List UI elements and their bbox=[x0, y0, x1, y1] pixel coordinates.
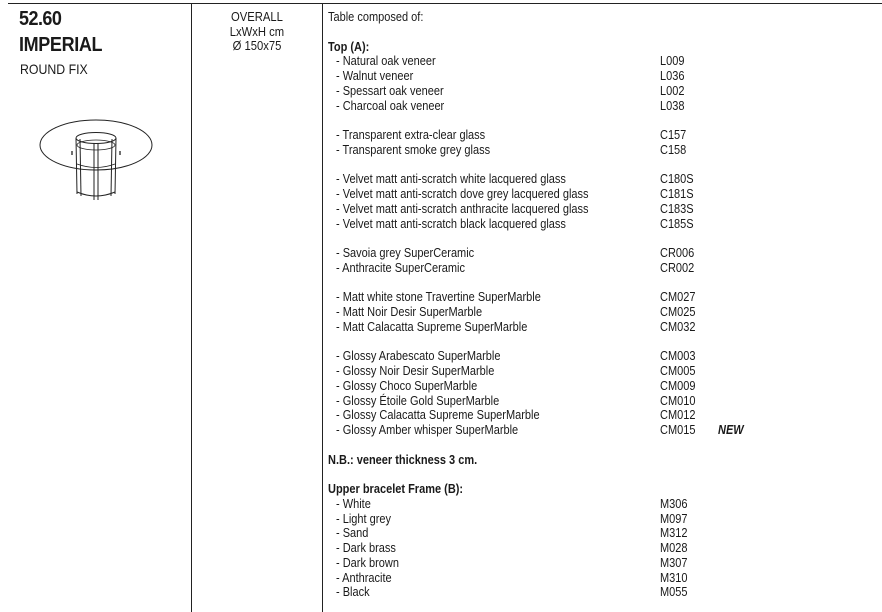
finish-row bbox=[328, 172, 694, 187]
finish-row bbox=[328, 496, 688, 512]
finish-code: CR002 bbox=[660, 260, 695, 275]
finish-row bbox=[328, 142, 687, 158]
finish-label: - Matt Calacatta Supreme SuperMarble bbox=[336, 319, 528, 334]
finish-code: CR006 bbox=[660, 246, 695, 260]
finish-row bbox=[328, 555, 688, 571]
finish-code: L038 bbox=[660, 98, 685, 113]
veneer-note: N.B.: veneer thickness 3 cm. bbox=[328, 452, 478, 467]
finish-code: C181S bbox=[660, 187, 694, 201]
finish-row bbox=[328, 570, 688, 586]
round-table-drawing-icon bbox=[36, 112, 156, 202]
finish-row bbox=[328, 128, 687, 143]
top-heading: Top (A): bbox=[328, 39, 370, 54]
finish-code: CM032 bbox=[660, 319, 696, 334]
finish-label: - Velvet matt anti-scratch black lacquered glass bbox=[336, 216, 566, 231]
finish-row bbox=[328, 393, 696, 409]
finish-label: - Glossy Choco SuperMarble bbox=[336, 378, 478, 393]
finish-code: L036 bbox=[660, 69, 685, 83]
finish-code: C180S bbox=[660, 172, 694, 187]
new-badge: NEW bbox=[718, 423, 744, 437]
finish-row bbox=[328, 585, 688, 600]
product-code: 52.60 bbox=[19, 8, 62, 30]
finish-label: - Sand bbox=[336, 526, 369, 541]
finish-label: - Savoia grey SuperCeramic bbox=[336, 246, 475, 260]
dimensions-value: Ø 150x75 bbox=[232, 39, 282, 54]
finish-label: - Light grey bbox=[336, 511, 392, 526]
finish-row bbox=[328, 246, 695, 261]
finish-row bbox=[328, 83, 685, 99]
product-name: IMPERIAL bbox=[19, 34, 103, 56]
finish-code: M028 bbox=[660, 541, 688, 555]
finish-label: - Walnut veneer bbox=[336, 69, 414, 83]
top-rule bbox=[8, 3, 882, 4]
finish-label: - Charcoal oak veneer bbox=[336, 98, 445, 113]
finish-code: C183S bbox=[660, 201, 694, 216]
finish-code: M312 bbox=[660, 526, 688, 541]
finish-row bbox=[328, 423, 744, 438]
finish-label: - Velvet matt anti-scratch anthracite lacquered glass bbox=[336, 201, 589, 216]
finish-label: - Matt Noir Desir SuperMarble bbox=[336, 305, 483, 319]
finish-row bbox=[328, 201, 694, 217]
column-divider-1 bbox=[191, 3, 192, 612]
finish-code: M055 bbox=[660, 585, 688, 600]
finish-row bbox=[328, 541, 688, 556]
finish-code: L002 bbox=[660, 83, 685, 98]
finish-label: - Velvet matt anti-scratch dove grey lacquered glass bbox=[336, 187, 589, 201]
finish-code: M310 bbox=[660, 570, 688, 585]
finish-label: - Glossy Noir Desir SuperMarble bbox=[336, 364, 495, 378]
spec-intro: Table composed of: bbox=[328, 10, 424, 24]
finish-row bbox=[328, 349, 696, 364]
finish-label: - Glossy Calacatta Supreme SuperMarble bbox=[336, 408, 540, 423]
finish-row bbox=[328, 187, 694, 202]
finish-label: - Dark brass bbox=[336, 541, 396, 555]
product-variant: ROUND FIX bbox=[20, 61, 88, 77]
finish-label: - Glossy Amber whisper SuperMarble bbox=[336, 423, 519, 437]
finish-code: M306 bbox=[660, 496, 688, 511]
finish-code: CM012 bbox=[660, 408, 696, 423]
spec-block bbox=[328, 10, 744, 600]
dimensions-label: OVERALL bbox=[231, 10, 283, 24]
finish-label: - Natural oak veneer bbox=[336, 54, 436, 69]
frame-finish-list bbox=[328, 496, 688, 600]
finish-label: - Velvet matt anti-scratch white lacquered glass bbox=[336, 172, 566, 187]
finish-label: - Matt white stone Travertine SuperMarble bbox=[336, 290, 541, 305]
finish-row bbox=[328, 526, 688, 541]
finish-row bbox=[328, 378, 696, 394]
finish-code: CM025 bbox=[660, 305, 696, 319]
finish-code: L009 bbox=[660, 54, 685, 69]
dimensions-block bbox=[192, 10, 322, 54]
finish-code: CM005 bbox=[660, 364, 696, 378]
finish-label: - Glossy Étoile Gold SuperMarble bbox=[336, 393, 500, 408]
finish-label: - Transparent smoke grey glass bbox=[336, 142, 491, 157]
finish-code: CM010 bbox=[660, 393, 696, 408]
finish-row bbox=[328, 319, 696, 335]
finish-code: CM015 bbox=[660, 423, 696, 437]
finish-code: M307 bbox=[660, 555, 688, 570]
finish-code: C157 bbox=[660, 128, 687, 142]
finish-row bbox=[328, 216, 694, 232]
finish-label: - Anthracite SuperCeramic bbox=[336, 260, 466, 275]
finish-code: C185S bbox=[660, 216, 694, 231]
column-divider-2 bbox=[322, 3, 323, 612]
finish-row bbox=[328, 305, 696, 320]
finish-label: - Glossy Arabescato SuperMarble bbox=[336, 349, 501, 364]
finish-code: M097 bbox=[660, 511, 688, 526]
finish-label: - Black bbox=[336, 585, 370, 600]
finish-label: - Transparent extra-clear glass bbox=[336, 128, 486, 142]
finish-label: - White bbox=[336, 496, 371, 511]
finish-row bbox=[328, 290, 696, 305]
finish-code: CM027 bbox=[660, 290, 696, 305]
finish-row bbox=[328, 511, 688, 527]
finish-code: CM009 bbox=[660, 378, 696, 393]
finish-row bbox=[328, 408, 696, 423]
finish-code: CM003 bbox=[660, 349, 696, 364]
finish-row bbox=[328, 364, 696, 379]
finish-row bbox=[328, 98, 685, 114]
finish-row bbox=[328, 69, 685, 84]
finish-row bbox=[328, 54, 685, 69]
finish-label: - Anthracite bbox=[336, 570, 392, 585]
finish-label: - Dark brown bbox=[336, 555, 399, 570]
dimensions-units: LxWxH cm bbox=[229, 24, 285, 39]
frame-heading: Upper bracelet Frame (B): bbox=[328, 482, 464, 496]
top-finish-list bbox=[328, 54, 744, 438]
finish-code: C158 bbox=[660, 142, 687, 157]
finish-row bbox=[328, 260, 695, 276]
finish-label: - Spessart oak veneer bbox=[336, 83, 444, 98]
